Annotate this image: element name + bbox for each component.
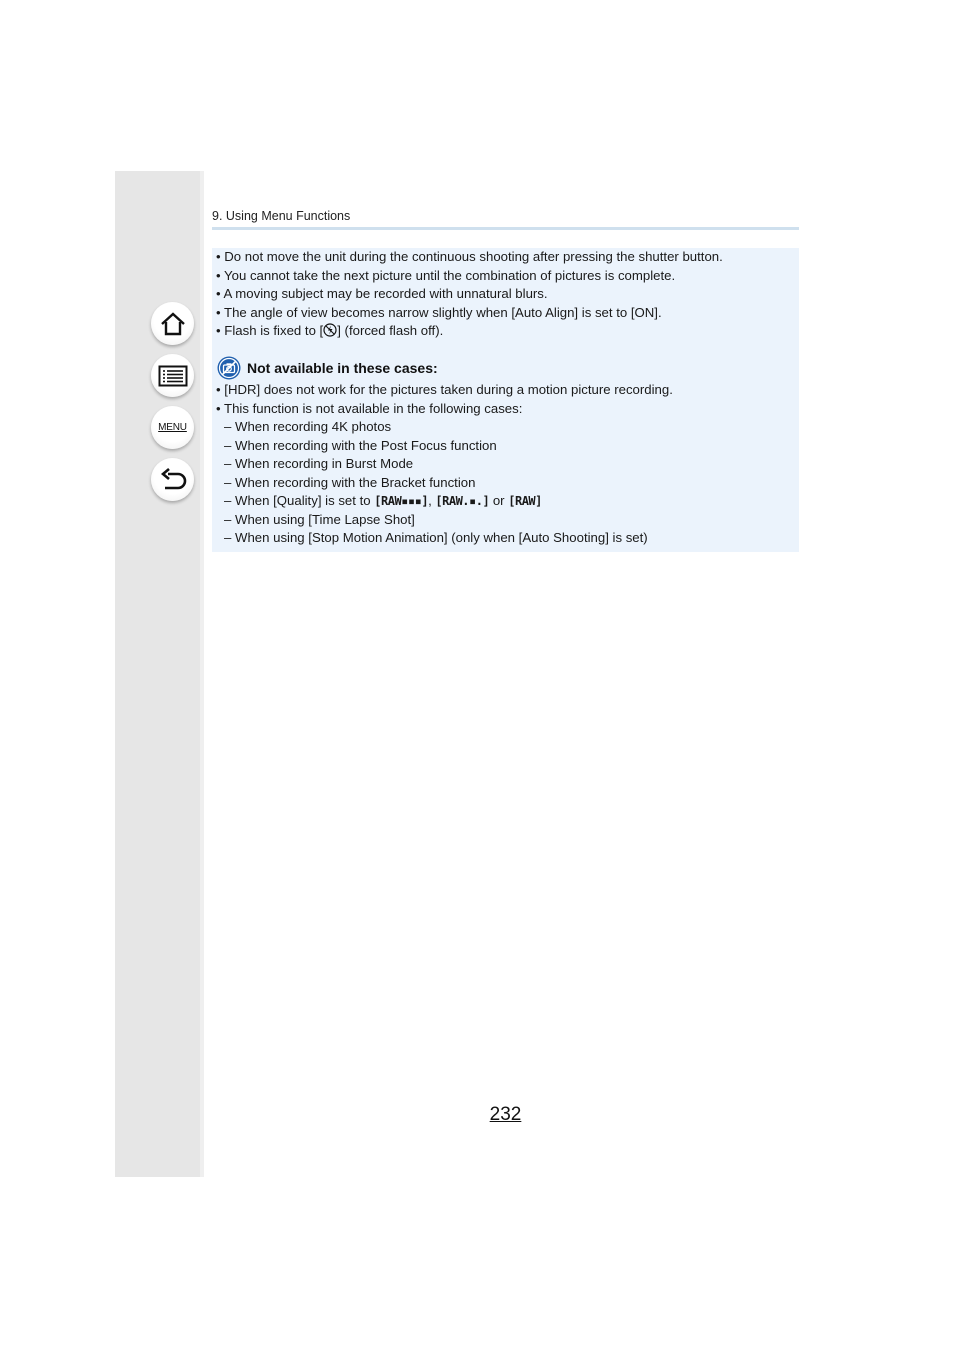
note-item: • A moving subject may be recorded with unnatural blurs. <box>216 286 548 301</box>
na-case: – When recording with the Post Focus function <box>224 438 497 453</box>
sidebar-edge <box>200 171 204 1177</box>
raw-icon: [RAW] <box>508 494 542 508</box>
na-case: – When recording with the Bracket function <box>224 475 476 490</box>
menu-button[interactable] <box>151 406 194 449</box>
contents-button[interactable] <box>151 354 194 397</box>
list-icon <box>158 365 188 387</box>
flash-note-suffix: ] (forced flash off). <box>337 323 444 338</box>
quality-sep: , <box>428 493 436 508</box>
na-bullet: • This function is not available in the following cases: <box>216 401 523 416</box>
section-title: 9. Using Menu Functions <box>212 209 351 223</box>
na-case: – When using [Time Lapse Shot] <box>224 512 415 527</box>
na-case: – When recording in Burst Mode <box>224 456 414 471</box>
note-item: • Do not move the unit during the continuous shooting after pressing the shutter button. <box>216 249 723 264</box>
prohibited-icon <box>217 356 241 380</box>
flash-off-icon <box>323 323 337 337</box>
return-icon <box>159 468 187 492</box>
header-rule <box>212 227 799 230</box>
raw-standard-icon: [RAW.▪.] <box>435 494 490 508</box>
back-button[interactable] <box>151 458 194 501</box>
quality-sep: or <box>489 493 509 508</box>
na-case-quality <box>224 493 542 509</box>
note-item: • You cannot take the next picture until the combination of pictures is complete. <box>216 268 676 283</box>
flash-note <box>216 323 443 339</box>
page-number[interactable]: 232 <box>489 1104 522 1125</box>
note-item: • The angle of view becomes narrow slightly when [Auto Align] is set to [ON]. <box>216 305 662 320</box>
not-available-title: Not available in these cases: <box>247 360 438 376</box>
flash-note-prefix: • Flash is fixed to [ <box>216 323 324 338</box>
na-case: – When recording 4K photos <box>224 419 392 434</box>
quality-prefix: – When [Quality] is set to <box>224 493 375 508</box>
na-case: – When using [Stop Motion Animation] (only when [Auto Shooting] is set) <box>224 530 648 545</box>
raw-fine-icon: [RAW▪▪▪] <box>374 494 429 508</box>
na-bullet: • [HDR] does not work for the pictures taken during a motion picture recording. <box>216 382 673 397</box>
home-button[interactable] <box>151 302 194 345</box>
home-icon <box>159 311 187 337</box>
not-available-heading <box>217 356 438 380</box>
menu-label: MENU <box>158 422 187 433</box>
